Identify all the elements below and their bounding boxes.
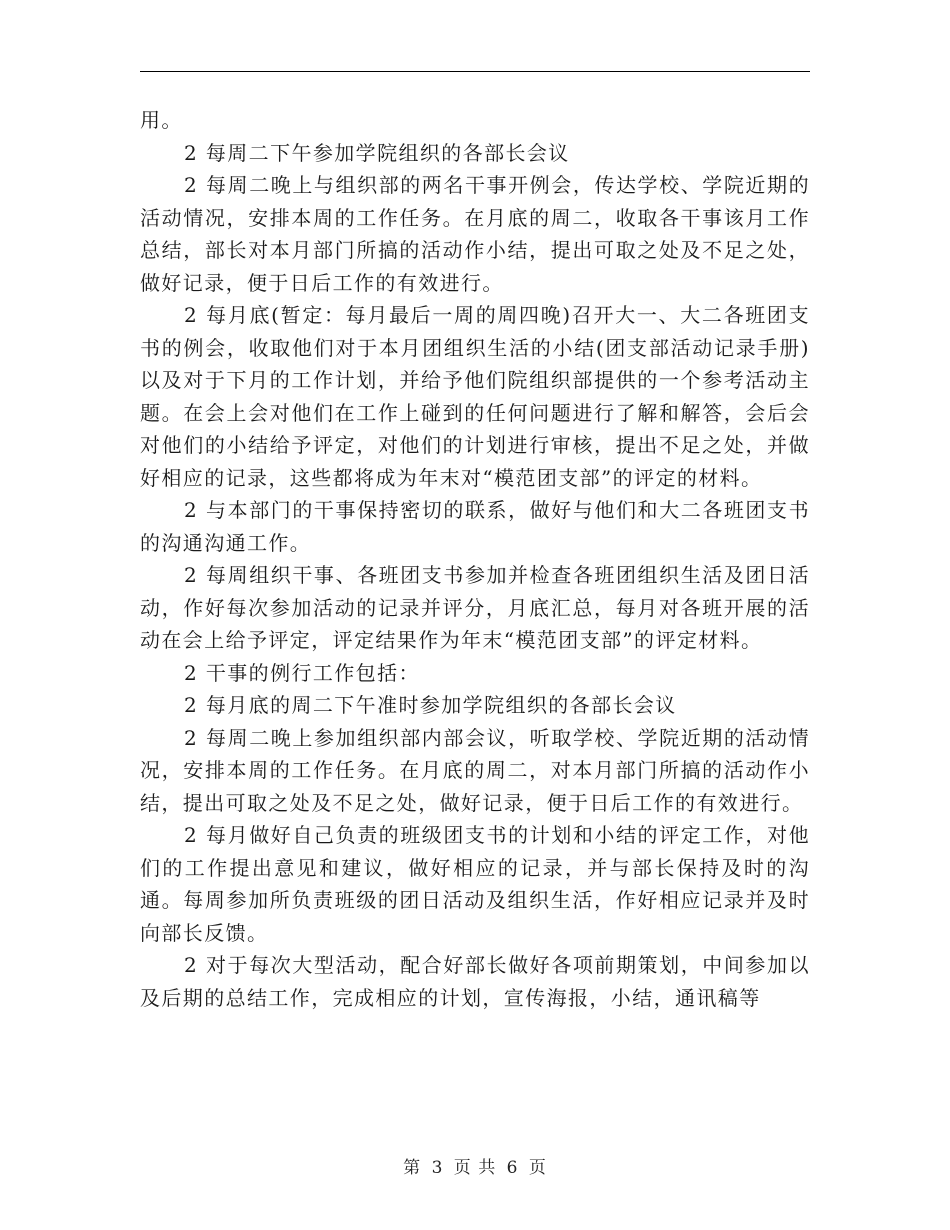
paragraph: 2 每周二晚上与组织部的两名干事开例会，传达学校、学院近期的活动情况，安排本周的工作任务。在月底的周二，收取各干事该月工作总结，部长对本月部门所搞的活动作小结，提出可取之处及不足之处，做好记录，便于日后工作的有效进行。 bbox=[140, 173, 810, 295]
paragraph: 用。 bbox=[140, 108, 183, 132]
paragraph: 2 每周二晚上参加组织部内部会议，听取学校、学院近期的活动情况，安排本周的工作任务。在月底的周二，对本月部门所搞的活动作小结，提出可取之处及不足之处，做好记录，便于日后工作的有效进行。 bbox=[140, 725, 810, 815]
paragraph: 2 每周组织干事、各班团支书参加并检查各班团组织生活及团日活动，作好每次参加活动的记录并评分，月底汇总，每月对各班开展的活动在会上给予评定，评定结果作为年末“模范团支部”的评定材料。 bbox=[140, 563, 810, 652]
footer-prefix: 第 bbox=[403, 1158, 422, 1178]
header-rule bbox=[140, 71, 810, 72]
paragraph: 2 每月做好自己负责的班级团支书的计划和小结的评定工作，对他们的工作提出意见和建议，做好相应的记录，并与部长保持及时的沟通。每周参加所负责班级的团日活动及组织生活，作好相应记录并及时向部长反馈。 bbox=[140, 823, 810, 945]
current-page-number: 3 bbox=[431, 1158, 444, 1178]
paragraph: 2 每月底的周二下午准时参加学院组织的各部长会议 bbox=[184, 693, 677, 717]
footer-middle: 页 共 bbox=[453, 1158, 497, 1178]
total-page-count: 6 bbox=[506, 1158, 519, 1178]
page-footer bbox=[0, 1153, 950, 1178]
paragraph: 2 每月底(暂定：每月最后一周的周四晚)召开大一、大二各班团支书的例会，收取他们对于本月团组织生活的小结(团支部活动记录手册)以及对于下月的工作计划，并给予他们院组织部提供的一个参考活动主题。在会上会对他们在工作上碰到的任何问题进行了解和解答，会后会对他们的小结给予评定，对他们的计划进行审核，提出不足之处，并做好相应的记录，这些都将成为年末对“模范团支部”的评定的材料。 bbox=[140, 303, 810, 490]
footer-suffix: 页 bbox=[528, 1158, 547, 1178]
document-body bbox=[140, 104, 810, 1014]
paragraph: 2 每周二下午参加学院组织的各部长会议 bbox=[184, 140, 570, 165]
paragraph: 2 与本部门的干事保持密切的联系，做好与他们和大二各班团支书的沟通沟通工作。 bbox=[140, 498, 810, 555]
paragraph: 2 对于每次大型活动，配合好部长做好各项前期策划，中间参加以及后期的总结工作，完成相应的计划，宣传海报，小结，通讯稿等 bbox=[140, 953, 810, 1010]
paragraph: 2 干事的例行工作包括： bbox=[184, 660, 420, 685]
